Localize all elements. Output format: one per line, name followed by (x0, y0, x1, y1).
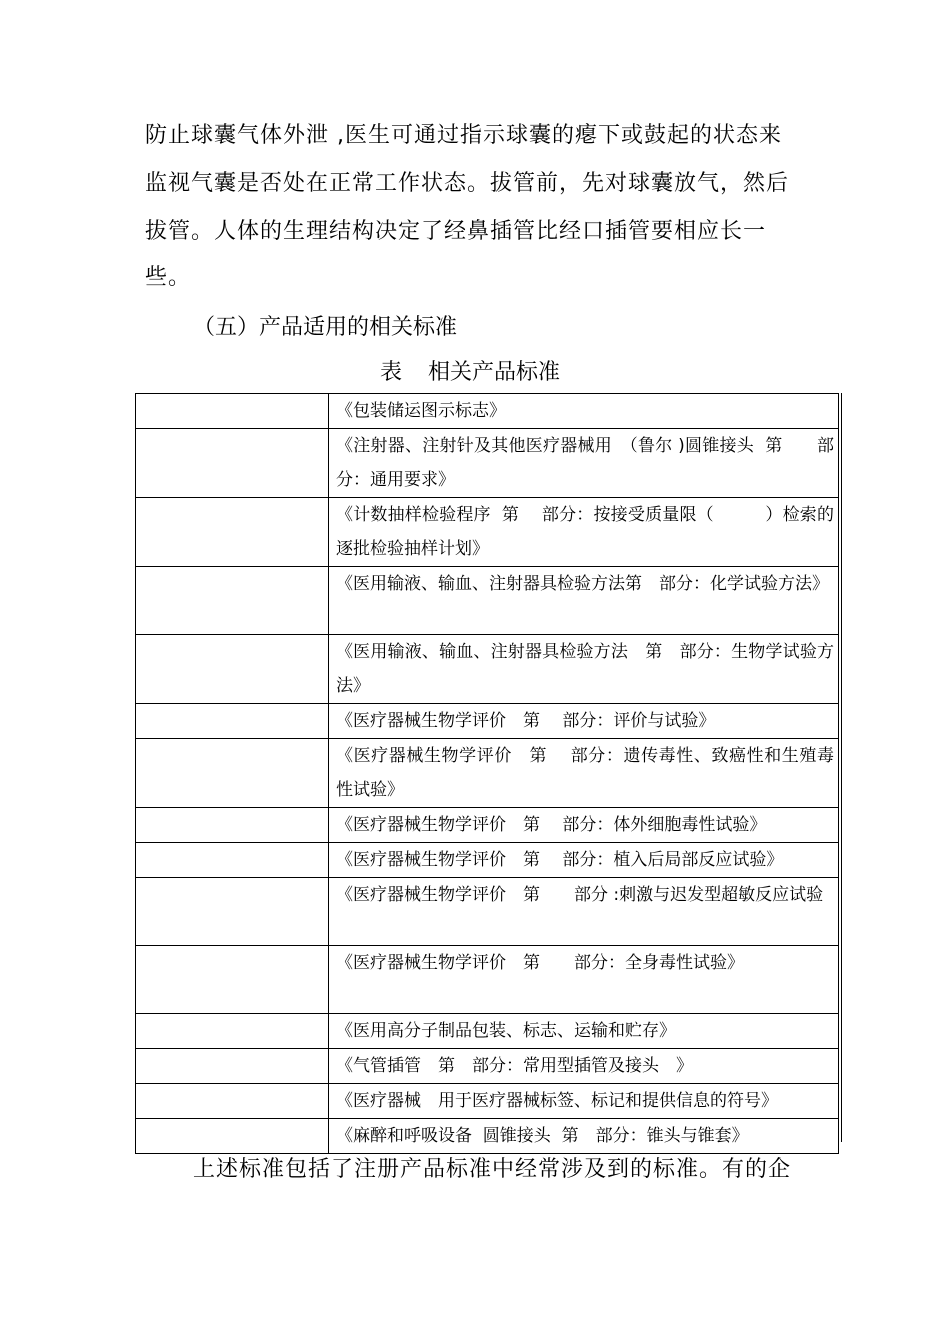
standard-code-cell (136, 808, 329, 843)
standard-code-cell (136, 1084, 329, 1119)
standard-title-cell (329, 1049, 839, 1084)
standard-code-cell (136, 1049, 329, 1084)
standard-title-cell (329, 1119, 839, 1154)
standard-code-cell (136, 704, 329, 739)
standard-code-cell (136, 394, 329, 429)
standards-table-row (136, 704, 839, 739)
standard-title: 《医用输液、输血、注射器具检验方法 第 部分：生物学试验方法》 (336, 642, 834, 696)
table-right-rule (841, 393, 842, 1142)
standard-title-cell (329, 843, 839, 878)
paragraph-line: 拔管。人体的生理结构决定了经鼻插管比经口插管要相应长一 (145, 219, 767, 244)
standard-code-cell (136, 429, 329, 498)
standards-table-row (136, 635, 839, 704)
standard-title-cell (329, 739, 839, 808)
standards-table-row (136, 567, 839, 635)
standards-table-row (136, 739, 839, 808)
standard-title: 《医用输液、输血、注射器具检验方法第 部分：化学试验方法》 (336, 574, 829, 594)
standard-code-cell (136, 1119, 329, 1154)
standards-table-row (136, 843, 839, 878)
standard-title-cell (329, 946, 839, 1014)
standard-title: 《医用高分子制品包装、标志、运输和贮存》 (336, 1021, 676, 1041)
standard-code-cell (136, 946, 329, 1014)
section-heading: （五）产品适用的相关标准 (193, 315, 458, 340)
standard-code-cell (136, 1014, 329, 1049)
standard-code-cell (136, 498, 329, 567)
standard-title-cell (329, 567, 839, 635)
standards-table-row (136, 1014, 839, 1049)
table-caption (380, 355, 560, 386)
standards-table-row (136, 808, 839, 843)
standard-title: 《包装储运图示标志》 (336, 401, 506, 421)
standards-table-row (136, 1119, 839, 1154)
standards-table-row (136, 1049, 839, 1084)
standard-title: 《医疗器械生物学评价 第 部分：体外细胞毒性试验》 (336, 815, 767, 835)
standard-title-cell (329, 1014, 839, 1049)
standard-title-cell (329, 808, 839, 843)
standards-table-row (136, 394, 839, 429)
standard-title: 《医疗器械生物学评价 第 部分 :刺激与迟发型超敏反应试验 (336, 885, 824, 905)
standard-title-cell (329, 878, 839, 946)
table-caption-label: 表 (380, 360, 403, 385)
standard-title: 《注射器、注射针及其他医疗器械用 （鲁尔 )圆锥接头 第 部分：通用要求》 (336, 436, 834, 490)
standards-table (135, 393, 839, 1154)
standard-title: 《医疗器械 用于医疗器械标签、标记和提供信息的符号》 (336, 1091, 778, 1111)
paragraph-line: 监视气囊是否处在正常工作状态。拔管前，先对球囊放气，然后 (145, 171, 790, 196)
standard-title: 《气管插管 第 部分：常用型插管及接头 》 (336, 1056, 693, 1076)
standard-title-cell (329, 429, 839, 498)
standard-title-cell (329, 704, 839, 739)
standard-code-cell (136, 739, 329, 808)
standard-title: 《医疗器械生物学评价 第 部分：植入后局部反应试验》 (336, 850, 784, 870)
standard-title: 《计数抽样检验程序 第 部分：按接受质量限（ ）检索的逐批检验抽样计划》 (336, 505, 834, 559)
standards-table-row (136, 878, 839, 946)
standard-code-cell (136, 635, 329, 704)
standard-title-cell (329, 635, 839, 704)
standard-title-cell (329, 498, 839, 567)
paragraph-line: 防止球囊气体外泄 ,医生可通过指示球囊的瘪下或鼓起的状态来 (145, 123, 782, 148)
table-caption-title: 相关产品标准 (428, 360, 561, 385)
closing-paragraph-line: 上述标准包括了注册产品标准中经常涉及到的标准。有的企 (193, 1157, 792, 1182)
standards-table-row (136, 429, 839, 498)
standards-table-row (136, 1084, 839, 1119)
standard-code-cell (136, 567, 329, 635)
standard-title-cell (329, 394, 839, 429)
standard-title-cell (329, 1084, 839, 1119)
standard-title: 《医疗器械生物学评价 第 部分：全身毒性试验》 (336, 953, 744, 973)
standard-title: 《医疗器械生物学评价 第 部分：评价与试验》 (336, 711, 716, 731)
standard-title: 《麻醉和呼吸设备 圆锥接头 第 部分：锥头与锥套》 (336, 1126, 749, 1146)
standard-title: 《医疗器械生物学评价 第 部分：遗传毒性、致癌性和生殖毒性试验》 (336, 746, 834, 800)
standard-code-cell (136, 878, 329, 946)
paragraph-line: 些。 (145, 265, 192, 290)
standards-table-row (136, 498, 839, 567)
standards-table-row (136, 946, 839, 1014)
standard-code-cell (136, 843, 329, 878)
